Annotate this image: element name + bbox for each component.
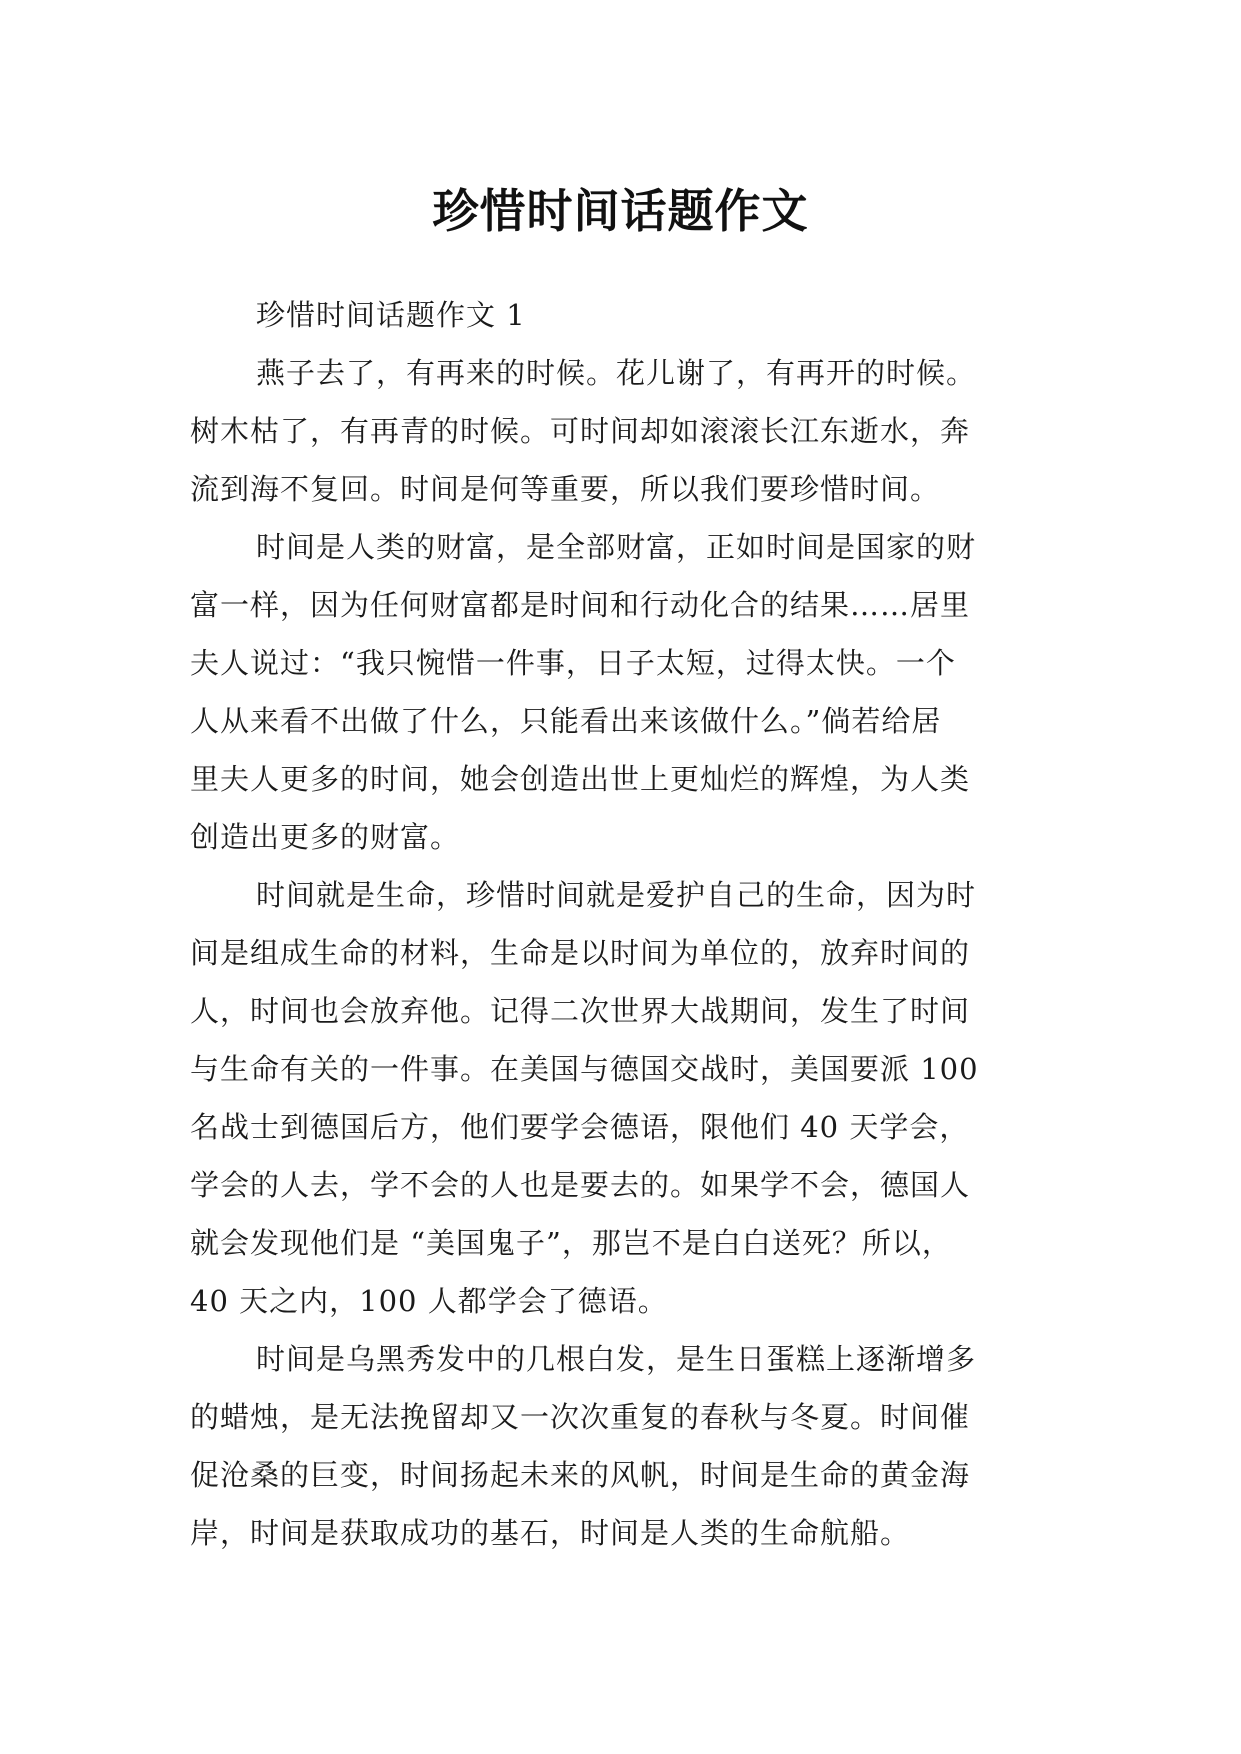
paragraph-line: 间是组成生命的材料，生命是以时间为单位的，放弃时间的: [190, 936, 971, 970]
paragraph-3: [190, 866, 1052, 1330]
document-body: [190, 286, 1052, 1562]
paragraph-line: 40 天之内，100 人都学会了德语。: [190, 1284, 668, 1318]
paragraph-line: 与生命有关的一件事。在美国与德国交战时，美国要派 100: [190, 1052, 979, 1086]
paragraph-1: [190, 344, 1052, 518]
paragraph-line: 学会的人去，学不会的人也是要去的。如果学不会，德国人: [190, 1168, 971, 1202]
paragraph-line: 名战士到德国后方，他们要学会德语，限他们 40 天学会，: [190, 1110, 970, 1144]
paragraph-line: 人，时间也会放弃他。记得二次世界大战期间，发生了时间: [190, 994, 971, 1028]
paragraph-line: 树木枯了，有再青的时候。可时间却如滚滚长江东逝水，奔: [190, 414, 971, 448]
paragraph-line: 岸，时间是获取成功的基石，时间是人类的生命航船。: [190, 1516, 911, 1550]
document-title: 珍惜时间话题作文: [432, 183, 809, 238]
paragraph-2: [190, 518, 1052, 866]
paragraph-line: 创造出更多的财富。: [190, 820, 461, 854]
paragraph-line: 时间就是生命，珍惜时间就是爱护自己的生命，因为时: [256, 878, 977, 912]
paragraph-line: 促沧桑的巨变，时间扬起未来的风帆，时间是生命的黄金海: [190, 1458, 971, 1492]
paragraph-line: 里夫人更多的时间，她会创造出世上更灿烂的辉煌，为人类: [190, 762, 971, 796]
paragraph-line: 就会发现他们是 “美国鬼子”，那岂不是白白送死？所以，: [190, 1226, 952, 1260]
paragraph-line: 的蜡烛，是无法挽留却又一次次重复的春秋与冬夏。时间催: [190, 1400, 971, 1434]
paragraph-line: 时间是乌黑秀发中的几根白发，是生日蛋糕上逐渐增多: [256, 1342, 977, 1376]
paragraph-line: 燕子去了，有再来的时候。花儿谢了，有再开的时候。: [256, 356, 977, 390]
paragraph-line: 时间是人类的财富，是全部财富，正如时间是国家的财: [256, 530, 977, 564]
paragraph-line: 夫人说过：“我只惋惜一件事，日子太短，过得太快。一个: [190, 646, 956, 680]
paragraph-4: [190, 1330, 1052, 1562]
paragraph-line: 人从来看不出做了什么，只能看出来该做什么。”倘若给居: [190, 704, 942, 738]
paragraph-line: 流到海不复回。时间是何等重要，所以我们要珍惜时间。: [190, 472, 941, 506]
paragraph-line: 富一样，因为任何财富都是时间和行动化合的结果……居里: [190, 588, 971, 622]
essay-subtitle: 珍惜时间话题作文 1: [256, 298, 526, 332]
